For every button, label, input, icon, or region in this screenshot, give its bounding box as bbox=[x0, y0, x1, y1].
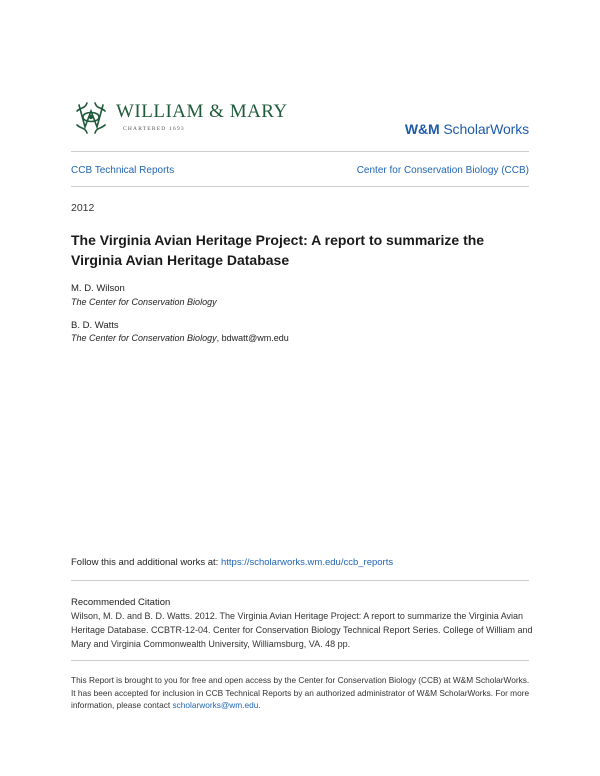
repository-label: ScholarWorks bbox=[443, 121, 529, 137]
william-mary-logo bbox=[71, 97, 286, 137]
author-affiliation bbox=[71, 333, 289, 343]
author-name: B. D. Watts bbox=[71, 320, 119, 331]
divider-citation bbox=[71, 580, 529, 581]
logo-wordmark: WILLIAM & MARY bbox=[116, 101, 288, 122]
access-notice bbox=[71, 674, 536, 712]
repository-brand: W&M bbox=[404, 121, 440, 137]
follow-prefix: Follow this and additional works at: bbox=[71, 557, 221, 568]
series-link-ccb-reports[interactable]: CCB Technical Reports bbox=[71, 165, 175, 176]
logo-subtitle: CHARTERED 1693 bbox=[123, 126, 185, 132]
repository-name[interactable] bbox=[405, 121, 529, 137]
affiliation-separator: , bbox=[216, 333, 222, 343]
recommended-citation-text: Wilson, M. D. and B. D. Watts. 2012. The Virginia Avian Heritage Project: A report to summarize the Virginia Avian Heritage Database. CCBTR-12-04. Center for Conservation Biology Technical Report Series. College of William and Mary and Virginia Commonwealth University, Williamsburg, VA. 48 pp. bbox=[71, 611, 533, 649]
affiliation-text: The Center for Conservation Biology bbox=[71, 297, 217, 307]
divider-notice bbox=[71, 660, 529, 661]
author-affiliation bbox=[71, 297, 217, 307]
cypher-emblem-icon bbox=[71, 97, 111, 137]
follow-line bbox=[71, 557, 393, 568]
collection-url-link[interactable]: https://scholarworks.wm.edu/ccb_reports bbox=[220, 557, 394, 568]
publication-year: 2012 bbox=[71, 202, 95, 214]
author-name: M. D. Wilson bbox=[71, 283, 125, 294]
series-link-ccb[interactable]: Center for Conservation Biology (CCB) bbox=[356, 165, 529, 176]
recommended-citation-label: Recommended Citation bbox=[71, 597, 171, 608]
notice-text: This Report is brought to you for free and open access by the Center for Conservation Biology (CCB) at W&M ScholarWorks. It has been accepted for inclusion in CCB Technical Reports by an authorized administrator of W&M ScholarWorks. For more information, please contact bbox=[71, 675, 530, 710]
document-title: The Virginia Avian Heritage Project: A report to summarize the Virginia Avian Heritage Database bbox=[71, 232, 485, 268]
divider-series bbox=[71, 186, 529, 187]
affiliation-text: The Center for Conservation Biology bbox=[71, 333, 217, 343]
author-email: bdwatt@wm.edu bbox=[221, 333, 289, 343]
notice-suffix: . bbox=[258, 700, 261, 710]
contact-email-link[interactable]: scholarworks@wm.edu bbox=[172, 700, 259, 710]
divider-top bbox=[71, 151, 529, 152]
